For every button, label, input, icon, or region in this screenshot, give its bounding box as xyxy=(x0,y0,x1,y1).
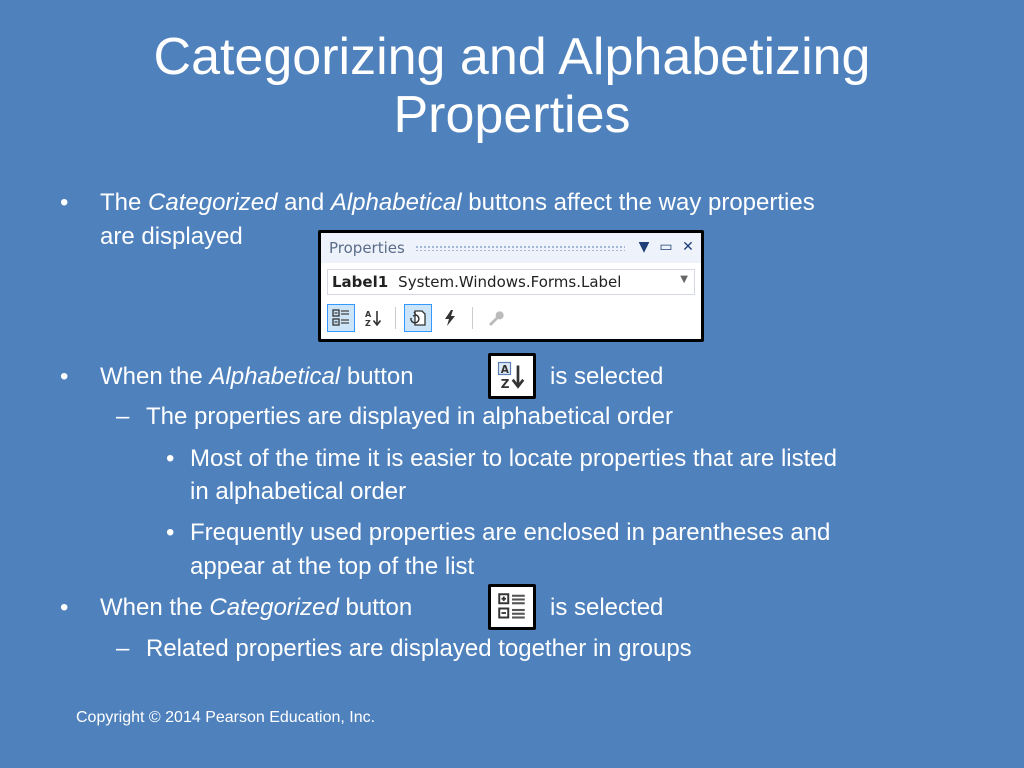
bullet-3-sub: Related properties are displayed together in groups xyxy=(146,635,692,662)
bullet-2-subsub-1: Most of the time it is easier to locate properties that are listed xyxy=(190,445,837,472)
bullet-marker: • xyxy=(166,519,175,546)
slide-title: Categorizing and Alphabetizing Properties xyxy=(153,28,871,144)
svg-text:A: A xyxy=(500,364,509,376)
chevron-down-icon[interactable]: ▼ xyxy=(680,274,688,285)
toolbar-separator xyxy=(395,307,396,329)
svg-text:Z: Z xyxy=(365,319,371,328)
alphabetical-icon xyxy=(363,308,383,328)
categorized-button-image xyxy=(488,584,536,630)
properties-title: Properties xyxy=(329,239,405,257)
bullet-2-subsub-1-cont: in alphabetical order xyxy=(190,478,407,505)
svg-text:Z: Z xyxy=(500,377,510,391)
dash-marker: – xyxy=(116,403,130,430)
bullet-2-sub: The properties are displayed in alphabetical order xyxy=(146,403,673,430)
alphabetical-icon xyxy=(497,361,527,391)
bullet-marker: • xyxy=(60,363,69,390)
bullet-3-text-end: is selected xyxy=(550,594,664,621)
events-button[interactable] xyxy=(436,304,464,332)
events-icon xyxy=(440,308,460,328)
property-pages-button[interactable] xyxy=(481,304,509,332)
bullet-3-text: When the Categorized button xyxy=(100,594,413,621)
close-icon[interactable]: ✕ xyxy=(682,239,694,255)
properties-button[interactable] xyxy=(404,304,432,332)
bullet-1-continuation: are displayed xyxy=(100,223,243,250)
properties-titlebar xyxy=(321,233,701,263)
object-name: Label1 xyxy=(332,273,389,291)
bullet-2-text-end: is selected xyxy=(550,363,664,390)
dropdown-arrow-icon[interactable]: ▼ xyxy=(638,239,650,255)
categorized-icon xyxy=(497,592,527,622)
bullet-marker: • xyxy=(166,445,175,472)
categorized-icon xyxy=(331,308,351,328)
bullet-marker: • xyxy=(60,594,69,621)
object-selector[interactable] xyxy=(327,269,695,295)
bullet-marker: • xyxy=(60,189,69,216)
properties-window-image xyxy=(318,230,704,342)
svg-text:A: A xyxy=(365,310,372,319)
properties-toolbar xyxy=(327,303,509,333)
toolbar-separator xyxy=(472,307,473,329)
maximize-icon[interactable]: ▭ xyxy=(659,239,673,255)
titlebar-grip xyxy=(415,245,625,251)
bullet-2-subsub-2-cont: appear at the top of the list xyxy=(190,553,475,580)
alphabetical-button[interactable] xyxy=(359,304,387,332)
object-type: System.Windows.Forms.Label xyxy=(398,273,622,291)
property-pages-icon xyxy=(485,308,505,328)
bullet-2-subsub-2: Frequently used properties are enclosed in parentheses and xyxy=(190,519,831,546)
copyright-footer: Copyright © 2014 Pearson Education, Inc. xyxy=(76,709,376,726)
bullet-1-text: The Categorized and Alphabetical buttons affect the way properties xyxy=(100,189,815,216)
properties-icon xyxy=(408,308,428,328)
categorized-button[interactable] xyxy=(327,304,355,332)
bullet-2-text: When the Alphabetical button xyxy=(100,363,414,390)
dash-marker: – xyxy=(116,635,130,662)
alphabetical-button-image xyxy=(488,353,536,399)
